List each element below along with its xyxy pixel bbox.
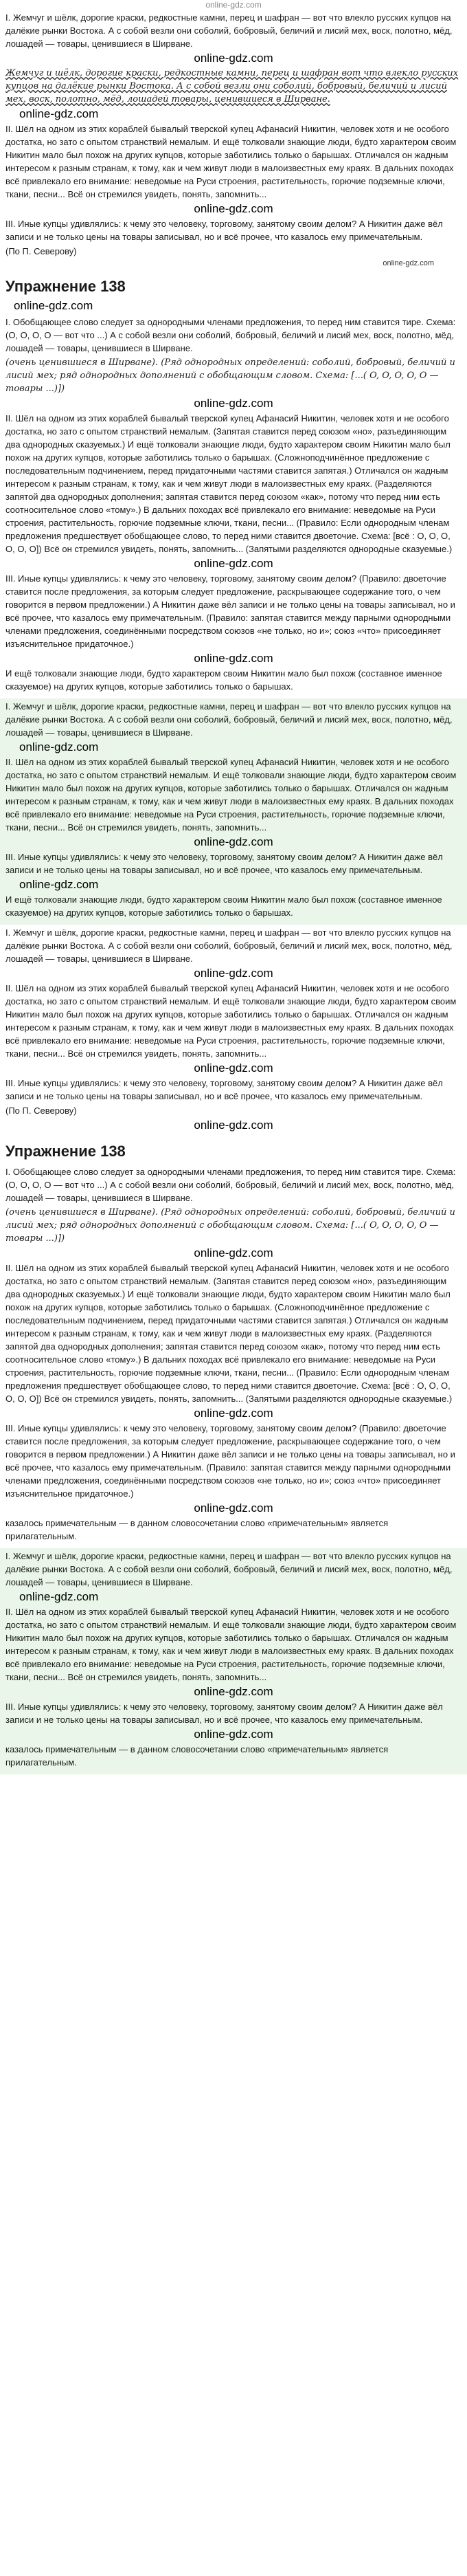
paragraph: II. Шёл на одном из этих кораблей бывалый тверской купец Афанасий Никитин, человек хотя и не особого достатка, но зато с опытом странствий немалым. И ещё толковали знающие люди, будто характером своим Никитин мало был похож на других купцов, которые заботились только о барышах. Отличался он жадным интересом к разным странам, к тому, как и чем живут люди в малоизвестных ему краях. В дальних походах всё привлекало его внимание: неведомые на Руси строения, растительность, горючие подземные ключи, ткани, песни... Всё он стремился увидеть, понять, запомнить... [5,757,457,833]
exercise-text-block [0,10,467,273]
watermark: online-gdz.com [19,740,99,753]
highlighted-text-block [0,1548,467,1774]
watermark: online-gdz.com [383,259,434,267]
watermark: online-gdz.com [194,52,273,65]
highlighted-text-block [0,698,467,925]
paragraph: II. Шёл на одном из этих кораблей бывалый тверской купец Афанасий Никитин, человек хотя и не особого достатка, но зато с опытом странствий немалым. И ещё толковали знающие люди, будто характером своим Никитин мало был похож на других купцов, которые заботились только о барышах. Отличался он жадным интересом к разным странам, к тому, как и чем живут люди в малоизвестных ему краях. В дальних походах всё привлекало его внимание: неведомые на Руси строения, растительность, горючие подземные ключи, ткани, песни... Всё он стремился увидеть, понять, запомнить... [5,983,457,1059]
paragraph: I. Жемчуг и шёлк, дорогие краски, редкостные камни, перец и шафран — вот что влекло русских купцов на далёкие рынки Востока. А с собой везли они соболий, бобровый, беличий и лисий мех, воск, полотно, мёд, лошадей — товары, ценившиеся в Ширване. [5,12,453,49]
watermark: online-gdz.com [14,299,93,312]
paragraph: II. Шёл на одном из этих кораблей бывалый тверской купец Афанасий Никитин, человек хотя и не особого достатка, но зато с опытом странствий немалым. И ещё толковали знающие люди, будто характером своим Никитин мало был похож на других купцов, которые заботились только о барышах. Отличался он жадным интересом к разным странам, к тому, как и чем живут люди в малоизвестных ему краях. В дальних походах всё привлекало его внимание: неведомые на Руси строения, растительность, горючие подземные ключи, ткани, песни... Всё он стремился увидеть, понять, запомнить... [5,1607,457,1682]
paragraph: И ещё толковали знающие люди, будто характером своим Никитин мало был похож (составное именное сказуемое) на других купцов, которые заботились только о барышах. [5,668,442,692]
paragraph: II. Шёл на одном из этих кораблей бывалый тверской купец Афанасий Никитин, человек хотя и не особого достатка, но зато с опытом странствий немалым. И ещё толковали знающие люди, будто характером своим Никитин мало был похож на других купцов, которые заботились только о барышах. Отличался он жадным интересом к разным странам, к тому, как и чем живут люди в малоизвестных ему краях. В дальних походах всё привлекало его внимание: неведомые на Руси строения, растительность, горючие подземные ключи, ткани, песни... Всё он стремился увидеть, понять, запомнить... [5,124,457,199]
watermark: online-gdz.com [194,202,273,215]
watermark: online-gdz.com [19,1590,99,1603]
watermark: online-gdz.com [194,1119,273,1132]
paragraph: III. Иные купцы удивлялись: к чему это человеку, торговому, занятому своим делом? А Никитин даже вёл записи и не только цены на товары записывал, но и всё прочее, что казалось ему примечательным. [5,852,443,875]
analysis-block [0,314,467,698]
watermark: online-gdz.com [194,1246,273,1259]
paragraph: казалось примечательным — в данном словосочетании слово «примечательным» является прилагательным. [5,1744,389,1768]
paragraph: III. Иные купцы удивлялись: к чему это человеку, торговому, занятому своим делом? А Никитин даже вёл записи и не только цены на товары записывал, но и всё прочее, что казалось ему примечательным. [5,219,443,242]
watermark: online-gdz.com [194,1685,273,1698]
paragraph: II. Шёл на одном из этих кораблей бывалый тверской купец Афанасий Никитин, человек хотя и не особого достатка, но зато с опытом странствий немалым. (Запятая ставится перед союзом «но», разъединяющим два однородных сказуемых.) И ещё толковали знающие люди, будто характером своим Никитин мало был похож на других купцов, которые заботились только о барышах. (Сложноподчинённое предложение с последовательным подчинением, перед придаточными частями ставится запятая.) Отличался он жадным интересом к разным странам, к тому, как и чем живут люди в малоизвестных ему краях. (Разделяются запятой два однородных дополнения; запятая ставится перед союзом «как», потому что перед ним есть соотносительное слово «тому».) В дальних походах всё привлекало его внимание: неведомые на Руси строения, растительность, горючие подземные ключи, ткани, песни... (Правило: Если однородным членам предложения предшествует обобщающее слово, то перед ними ставится двоеточие. Схема: [всё : O, O, O, O, O, O]) Всё он стремился увидеть, понять, запомнить... (Запятыми разделяются однородные сказуемые.) [5,1263,453,1404]
paragraph: И ещё толковали знающие люди, будто характером своим Никитин мало был похож (составное именное сказуемое) на других купцов, которые заботились только о барышах. [5,894,442,918]
exercise-title: Упражнение 138 [5,1143,126,1160]
paragraph: III. Иные купцы удивлялись: к чему это человеку, торговому, занятому своим делом? (Правило: двоеточие ставится после предложения, за которым следует предложение, раскрывающее содержание того, о чем говорится в первом предложении.) А Никитин даже вёл записи и не только цены на товары записывал, но и всё прочее, что казалось ему примечательным. (Правило: запятая ставится между парными однородными членами предложения, соединёнными посредством союзов «не только, но и»; союз «что» присоединяет изъяснительное придаточное.) [5,573,455,649]
paragraph: I. Жемчуг и шёлк, дорогие краски, редкостные камни, перец и шафран — вот что влекло русских купцов на далёкие рынки Востока. А с собой везли они соболий, бобровый, беличий и лисий мех, воск, полотно, мёд, лошадей — товары, ценившиеся в Ширване. [5,701,453,738]
source-citation: (По П. Северову) [5,1105,77,1116]
watermark: online-gdz.com [194,1407,273,1420]
paragraph: III. Иные купцы удивлялись: к чему это человеку, торговому, занятому своим делом? А Никитин даже вёл записи и не только цены на товары записывал, но и всё прочее, что казалось ему примечательным. [5,1078,443,1101]
exercise-title: Упражнение 138 [5,278,126,295]
paragraph: I. Обобщающее слово следует за однородными членами предложения, то перед ним ставится тире. Схема: (O, O, O, O — вот что ...) А с собой везли они соболий, бобровый, беличий и лисий мех, воск, полотно, мёд, лошадей — товары, ценившиеся в Ширване. [5,317,456,353]
handwritten-paragraph: Жемчуг и шёлк, дорогие краски, редкостные камни, перец и шафран вот что влекло русских купцов на далёкие рынки Востока. А с собой везли они соболий, бобровый, беличий и лисий мех, воск, полотно, мёд, лошадей товары, ценившиеся в Ширване. [5,68,459,104]
watermark: online-gdz.com [194,967,273,980]
handwritten-note: (очень ценившиеся в Ширване). (Ряд однородных определений: соболий, бобровый, беличий и лисий мех; ряд однородных дополнений с обобщающим словом. Схема: [...( O, O, O, O, O — товары ...)]) [5,1207,455,1244]
watermark: online-gdz.com [19,107,99,120]
watermark: online-gdz.com [194,835,273,848]
watermark: online-gdz.com [194,397,273,410]
paragraph: III. Иные купцы удивлялись: к чему это человеку, торговому, занятому своим делом? А Никитин даже вёл записи и не только цены на товары записывал, но и всё прочее, что казалось ему примечательным. [5,1702,443,1725]
paragraph: II. Шёл на одном из этих кораблей бывалый тверской купец Афанасий Никитин, человек хотя и не особого достатка, но зато с опытом странствий немалым. (Запятая ставится перед союзом «но», разъединяющим два однородных сказуемых.) И ещё толковали знающие люди, будто характером своим Никитин мало был похож на других купцов, которые заботились только о барышах. (Сложноподчинённое предложение с последовательным подчинением, перед придаточными частями ставится запятая.) Отличался он жадным интересом к разным странам, к тому, как и чем живут люди в малоизвестных ему краях. (Разделяются запятой два однородных дополнения; запятая ставится перед союзом «как», потому что перед ним есть соотносительное слово «тому».) В дальних походах всё привлекало его внимание: неведомые на Руси строения, растительность, горючие подземные ключи, ткани, песни... (Правило: Если однородным членам предложения предшествует обобщающее слово, то перед ними ставится двоеточие. Схема: [всё : O, O, O, O, O, O]) Всё он стремился увидеть, понять, запомнить... (Запятыми разделяются однородные сказуемые.) [5,413,453,554]
watermark: online-gdz.com [194,1061,273,1075]
paragraph: I. Жемчуг и шёлк, дорогие краски, редкостные камни, перец и шафран — вот что влекло русских купцов на далёкие рынки Востока. А с собой везли они соболий, бобровый, беличий и лисий мех, воск, полотно, мёд, лошадей — товары, ценившиеся в Ширване. [5,927,453,964]
watermark: online-gdz.com [194,1501,273,1515]
handwritten-note: (очень ценившиеся в Ширване). (Ряд однородных определений: соболий, бобровый, беличий и лисий мех; ряд однородных дополнений с обобщающим словом. Схема: [...( O, O, O, O, O — товары ...)]) [5,357,455,394]
paragraph: I. Жемчуг и шёлк, дорогие краски, редкостные камни, перец и шафран — вот что влекло русских купцов на далёкие рынки Востока. А с собой везли они соболий, бобровый, беличий и лисий мех, воск, полотно, мёд, лошадей — товары, ценившиеся в Ширване. [5,1551,453,1587]
analysis-block [0,1164,467,1548]
watermark: online-gdz.com [194,557,273,570]
watermark: online-gdz.com [194,1728,273,1741]
source-citation: (По П. Северову) [5,246,77,256]
watermark: online-gdz.com [19,878,99,891]
paragraph: I. Обобщающее слово следует за однородными членами предложения, то перед ним ставится тире. Схема: (O, O, O, O — вот что ...) А с собой везли они соболий, бобровый, беличий и лисий мех, воск, полотно, мёд, лошадей — товары, ценившиеся в Ширване. [5,1167,456,1203]
watermark: online-gdz.com [194,652,273,665]
paragraph: казалось примечательным — в данном словосочетании слово «примечательным» является прилагательным. [5,1518,389,1541]
exercise-text-block [0,925,467,1138]
paragraph: III. Иные купцы удивлялись: к чему это человеку, торговому, занятому своим делом? (Правило: двоеточие ставится после предложения, за которым следует предложение, раскрывающее содержание того, о чем говорится в первом предложении.) А Никитин даже вёл записи и не только цены на товары записывал, но и всё прочее, что казалось ему примечательным. (Правило: запятая ставится между парными однородными членами предложения, соединёнными посредством союзов «не только, но и»; союз «что» присоединяет изъяснительное придаточное.) [5,1423,455,1499]
site-header[interactable]: online-gdz.com [205,0,262,10]
